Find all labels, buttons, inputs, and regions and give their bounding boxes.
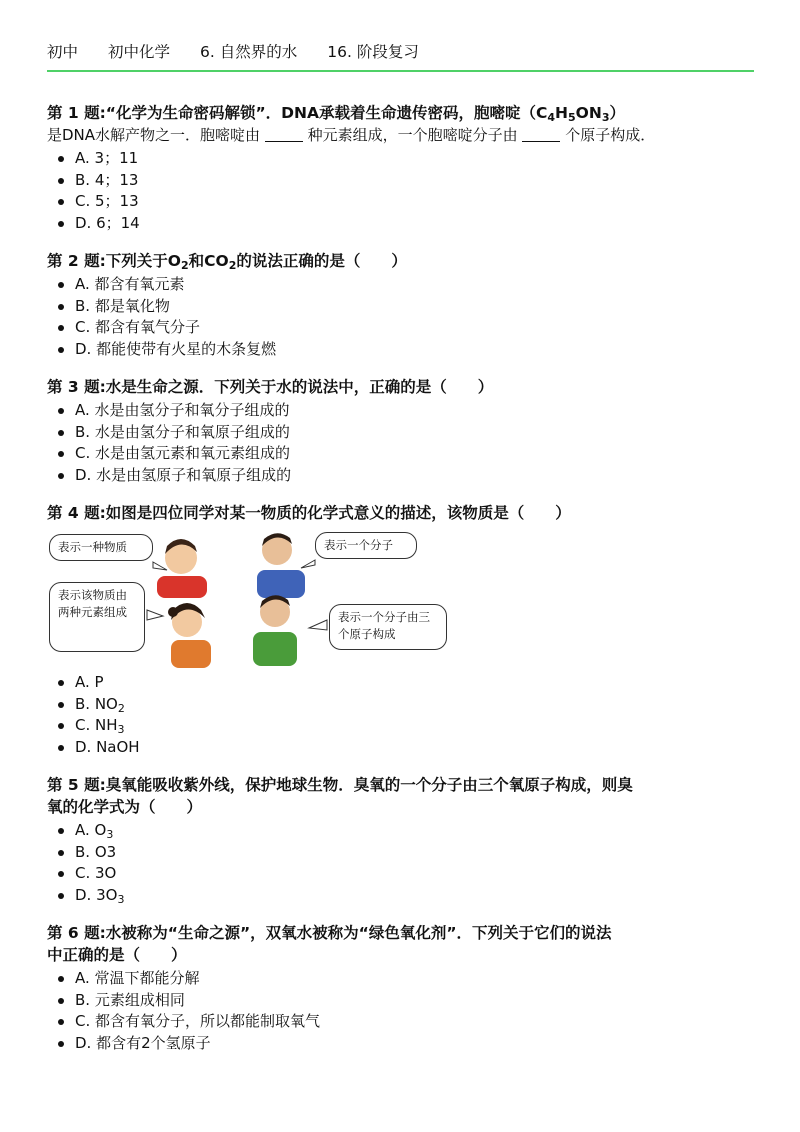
breadcrumb-item[interactable]: 初中	[47, 43, 79, 61]
formula-part: ）	[609, 104, 625, 122]
option-b[interactable]: B. 都是氧化物	[75, 296, 754, 318]
option-a[interactable]: A. 常温下都能分解	[75, 968, 754, 990]
option-list	[47, 820, 754, 906]
option-b[interactable]	[75, 842, 754, 864]
header-divider	[47, 70, 754, 72]
option-c[interactable]: C. 水是由氢元素和氧元素组成的	[75, 443, 754, 465]
formula-subscript: 4	[547, 111, 556, 124]
question-4-stem	[47, 502, 754, 524]
option-b[interactable]	[75, 694, 754, 716]
formula-part: ON	[575, 104, 602, 122]
question-text: 下列关于O	[105, 252, 181, 270]
question-text: “化学为生命密码解锁”．DNA承载着生命遗传密码，胞嘧啶（C	[105, 104, 548, 122]
question-text: 和CO	[188, 252, 229, 270]
breadcrumb	[47, 40, 419, 62]
answer-blank[interactable]	[522, 127, 560, 142]
question-5-stem	[47, 774, 754, 818]
option-list	[47, 148, 754, 234]
question-number: 第 2 题:	[47, 252, 106, 270]
question-1-continuation	[47, 124, 754, 146]
student-figure	[168, 603, 211, 668]
option-a[interactable]	[75, 672, 754, 694]
question-number: 第 3 题:	[47, 378, 106, 396]
question-number: 第 5 题:	[47, 776, 106, 794]
question-2-stem	[47, 250, 754, 272]
option-a[interactable]: A. 都含有氧元素	[75, 274, 754, 296]
bubble-text: 表示一个分子由三个原子构成	[338, 610, 430, 641]
speech-bubble	[49, 582, 145, 652]
option-d[interactable]: D. 6；14	[75, 213, 754, 235]
option-d[interactable]	[75, 737, 754, 759]
option-a[interactable]: A. 水是由氢分子和氧分子组成的	[75, 400, 754, 422]
formula-part: H	[555, 104, 569, 122]
question-text: 个原子构成．	[565, 126, 656, 144]
option-text: A. P	[75, 673, 104, 691]
option-text: B. NO	[75, 694, 118, 713]
question-text: 如图是四位同学对某一物质的化学式意义的描述，该物质是（ ）	[105, 504, 571, 522]
question-5	[47, 774, 754, 906]
option-text: D. 3O	[75, 885, 118, 904]
option-text: C. NH	[75, 716, 118, 734]
question-text: 种元素组成，一个胞嘧啶分子由	[307, 126, 518, 144]
option-list	[47, 672, 754, 758]
formula-subscript: 3	[117, 723, 125, 736]
option-b[interactable]: B. 元素组成相同	[75, 990, 754, 1012]
question-text: 中正确的是（ ）	[47, 946, 187, 964]
option-c[interactable]	[75, 863, 754, 885]
option-b[interactable]: B. 4；13	[75, 170, 754, 192]
option-text: C. 3O	[75, 864, 117, 882]
question-text: 氧的化学式为（ ）	[47, 798, 203, 816]
option-text: B. O3	[75, 842, 117, 861]
option-d[interactable]	[75, 885, 754, 907]
question-3-stem	[47, 376, 754, 398]
bubble-tail	[309, 620, 327, 630]
bubble-tail	[153, 562, 167, 570]
bubble-text: 表示该物质由两种元素组成	[58, 588, 127, 619]
question-6-stem	[47, 922, 754, 966]
breadcrumb-item[interactable]: 16. 阶段复习	[327, 43, 419, 61]
option-d[interactable]: D. 都含有2个氢原子	[75, 1033, 754, 1055]
question-text: 水是生命之源．下列关于水的说法中，正确的是（ ）	[105, 378, 494, 396]
formula-subscript: 2	[180, 259, 189, 272]
answer-blank[interactable]	[265, 127, 303, 142]
speech-bubble	[315, 532, 417, 559]
question-1-stem	[47, 102, 754, 124]
bubble-text: 表示一个分子	[324, 538, 393, 552]
option-c[interactable]: C. 都含有氧气分子	[75, 317, 754, 339]
question-text: 的说法正确的是（ ）	[236, 252, 407, 270]
option-b[interactable]: B. 水是由氢分子和氧原子组成的	[75, 422, 754, 444]
option-text: D. NaOH	[75, 737, 140, 756]
formula-subscript: 5	[568, 111, 576, 124]
bubble-text: 表示一种物质	[58, 540, 127, 554]
option-d[interactable]: D. 都能使带有火星的木条复燃	[75, 339, 754, 361]
student-figure	[257, 533, 305, 598]
question-number: 第 6 题:	[47, 924, 106, 942]
question-number: 第 1 题:	[47, 104, 106, 122]
breadcrumb-item[interactable]: 6. 自然界的水	[200, 43, 298, 61]
question-text: 臭氧能吸收紫外线，保护地球生物．臭氧的一个分子由三个氧原子构成，则臭	[105, 776, 633, 794]
bubble-tail	[147, 610, 163, 620]
option-c[interactable]	[75, 715, 754, 737]
option-list	[47, 400, 754, 486]
formula-subscript: 2	[228, 259, 237, 272]
speech-bubble	[329, 604, 447, 650]
question-text: 水被称为“生命之源”，双氧水被称为“绿色氧化剂”．下列关于它们的说法	[105, 924, 612, 942]
option-a[interactable]: A. 3；11	[75, 148, 754, 170]
formula-subscript: 3	[601, 111, 610, 124]
option-c[interactable]: C. 都含有氧分子，所以都能制取氧气	[75, 1011, 754, 1033]
question-4	[47, 502, 754, 758]
option-list	[47, 274, 754, 360]
option-a[interactable]	[75, 820, 754, 842]
student-figure	[253, 595, 297, 666]
option-list	[47, 968, 754, 1054]
question-text: 是DNA水解产物之一．胞嘧啶由	[47, 126, 261, 144]
speech-bubble	[49, 534, 153, 561]
option-text: A. O	[75, 821, 107, 839]
question-3	[47, 376, 754, 486]
option-c[interactable]: C. 5；13	[75, 191, 754, 213]
question-number: 第 4 题:	[47, 504, 106, 522]
formula-subscript: 3	[117, 892, 125, 906]
question-1	[47, 102, 754, 234]
option-d[interactable]: D. 水是由氢原子和氧原子组成的	[75, 465, 754, 487]
question-list	[47, 102, 754, 1070]
students-illustration	[47, 530, 451, 668]
question-6	[47, 922, 754, 1054]
question-2	[47, 250, 754, 360]
bubble-tail	[301, 560, 315, 568]
formula-subscript: 3	[106, 828, 114, 841]
breadcrumb-item[interactable]: 初中化学	[108, 43, 171, 61]
formula-subscript: 2	[117, 701, 125, 715]
